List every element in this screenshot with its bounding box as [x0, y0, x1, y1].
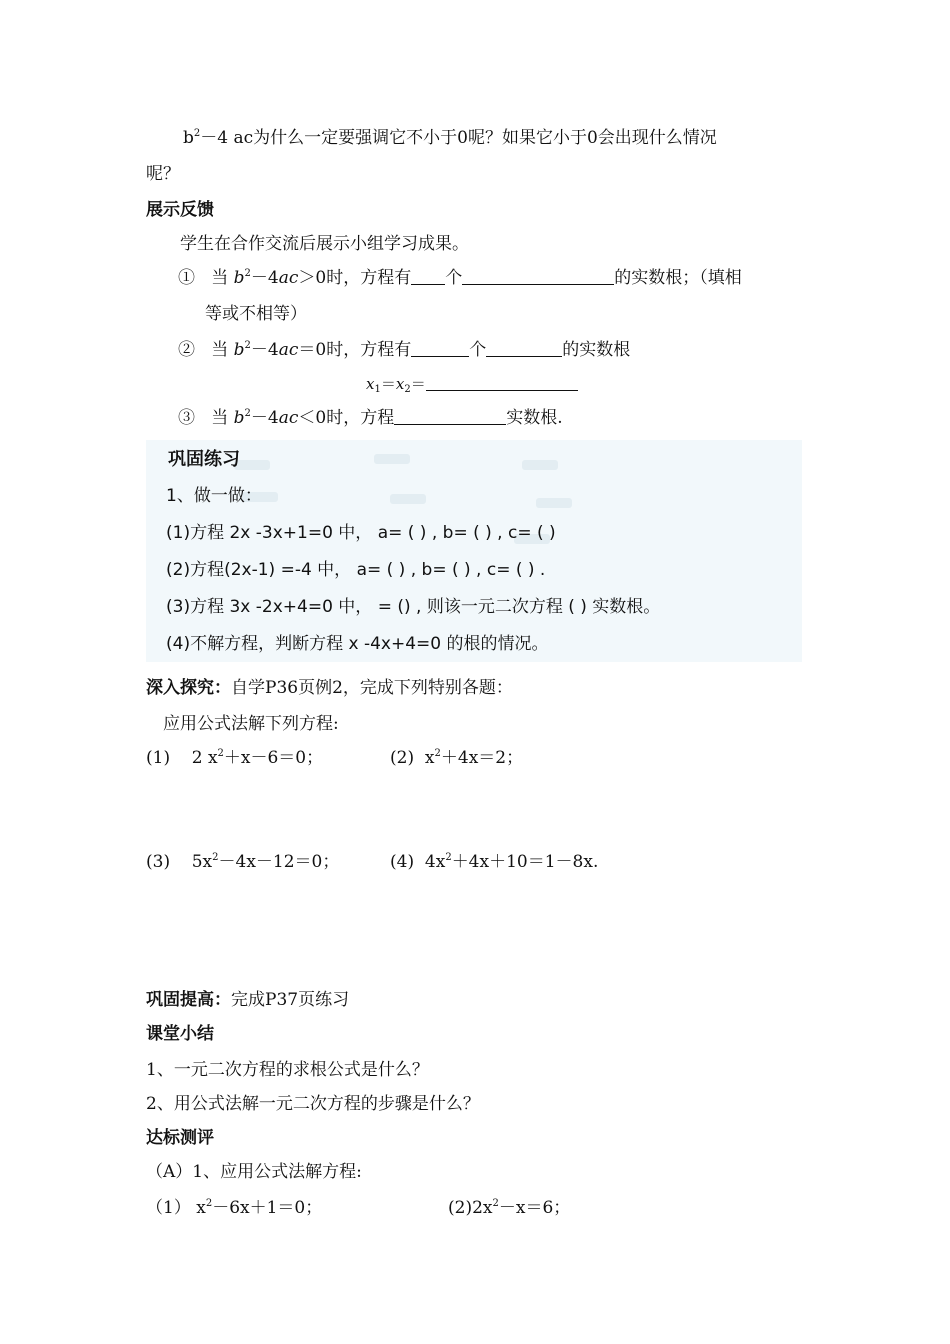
var-b: b: [233, 340, 245, 360]
sup-2: 2: [244, 268, 251, 279]
practice-sub: 1、做一做：: [166, 486, 262, 506]
improve-rest: 完成P37页练习: [231, 990, 350, 1010]
item-post: ＝0时，方程有: [298, 340, 412, 360]
problem-pre: 2x: [472, 1198, 493, 1218]
summary-q2: 2、用公式法解一元二次方程的步骤是什么？: [146, 1094, 480, 1114]
problem-number: (3): [146, 852, 171, 872]
assessment-problem-2: [448, 1196, 570, 1220]
var-ac: ac: [278, 340, 299, 360]
var-b: b: [233, 268, 245, 288]
equals: ＝: [380, 375, 396, 393]
feedback-item-3: [178, 406, 563, 430]
feedback-item-1: [178, 266, 742, 290]
sup-2: 2: [244, 340, 251, 351]
item-pre: 当: [211, 408, 234, 428]
problem-pre: 2 x: [191, 748, 218, 768]
item-pre: 当: [211, 340, 234, 360]
intro-text: －4 ac为什么一定要强调它不小于0呢？如果它小于0会出现什么情况: [200, 128, 717, 148]
watermark-mark: [390, 494, 426, 504]
var-ac: ac: [278, 268, 299, 288]
feedback-item-2: [178, 338, 630, 362]
equals: ＝: [410, 375, 426, 393]
practice-heading: 巩固练习: [168, 449, 240, 470]
item-end: 的实数根: [562, 340, 631, 360]
feedback-desc: 学生在合作交流后展示小组学习成果。: [180, 234, 469, 254]
item-end: 实数根.: [506, 408, 563, 428]
explore-problem-1: [146, 746, 323, 770]
problem-number: (1): [146, 748, 171, 768]
var-ac: ac: [278, 408, 299, 428]
feedback-heading: 展示反馈: [146, 200, 214, 220]
item-ge: 个: [445, 268, 463, 288]
sup-2: 2: [205, 1198, 213, 1209]
watermark-mark: [536, 498, 572, 508]
watermark-mark: [374, 454, 410, 464]
sup-2: 2: [212, 852, 219, 863]
answer-blank[interactable]: [426, 374, 578, 391]
intro-line-1: [183, 126, 717, 150]
problem-post: ＋4x＋10＝1－8x.: [451, 852, 599, 872]
problem-number: （1）: [146, 1198, 191, 1218]
practice-q4: (4)不解方程，判断方程 x -4x+4=0 的根的情况。: [166, 634, 549, 654]
answer-blank[interactable]: [411, 340, 469, 357]
problem-post: ＋x－6＝0；: [223, 748, 324, 768]
sub-2: 2: [404, 384, 411, 395]
var-x1: x: [366, 375, 375, 393]
var-b: b: [233, 408, 245, 428]
summary-q1: 1、一元二次方程的求根公式是什么？: [146, 1060, 429, 1080]
practice-q3: (3)方程 3x -2x+4=0 中， = () , 则该一元二次方程 ( ) 实数根。: [166, 597, 661, 617]
item-post: ＜0时，方程: [298, 408, 395, 428]
problem-pre: x: [424, 748, 435, 768]
practice-q2: (2)方程(2x-1) =-4 中， a= ( ) , b= ( ) , c= ( ) .: [166, 560, 546, 580]
improve-line: [146, 988, 349, 1012]
var-x2: x: [395, 375, 405, 393]
feedback-roots-line: [366, 372, 578, 396]
problem-post: －6x＋1＝0；: [212, 1198, 323, 1218]
explore-heading-rest: 自学P36页例2，完成下列特别各题：: [231, 678, 513, 698]
item-number: ①: [178, 268, 195, 288]
explore-problem-2: [390, 746, 523, 770]
problem-number: (2): [448, 1198, 473, 1218]
item-ge: 个: [469, 340, 487, 360]
problem-number: (2): [390, 748, 415, 768]
item-end: 的实数根；（填相: [614, 268, 742, 288]
problem-number: (4): [390, 852, 415, 872]
sub-1: 1: [374, 384, 381, 395]
item-number: ③: [178, 408, 195, 428]
sup-2: 2: [445, 852, 452, 863]
item-post: ＞0时，方程有: [298, 268, 412, 288]
item-mid: －4: [250, 408, 279, 428]
problem-pre: 4x: [424, 852, 446, 872]
explore-heading: 深入探究：: [146, 678, 231, 698]
sup-2: 2: [244, 408, 251, 419]
assessment-heading: 达标测评: [146, 1128, 214, 1148]
watermark-mark: [522, 460, 558, 470]
explore-problem-4: [390, 850, 598, 874]
improve-heading: 巩固提高：: [146, 990, 231, 1010]
item-pre: 当: [211, 268, 234, 288]
intro-b: b: [183, 128, 194, 148]
answer-blank[interactable]: [411, 268, 445, 285]
explore-problem-3: [146, 850, 339, 874]
sup-2: 2: [217, 748, 224, 759]
practice-image-box: [146, 440, 802, 662]
sup-2: 2: [434, 748, 441, 759]
explore-desc: 应用公式法解下列方程:: [163, 714, 339, 734]
summary-heading: 课堂小结: [146, 1024, 214, 1044]
intro-sup: 2: [193, 128, 201, 139]
problem-pre: 5x: [191, 852, 213, 872]
sup-2: 2: [492, 1198, 499, 1209]
feedback-item-1-cont: 等或不相等）: [205, 304, 307, 324]
assessment-a1: （A）1、应用公式法解方程:: [146, 1162, 362, 1182]
answer-blank[interactable]: [462, 268, 614, 285]
item-number: ②: [178, 340, 195, 360]
problem-post: －x＝6；: [498, 1198, 571, 1218]
problem-pre: x: [196, 1198, 206, 1218]
problem-post: ＋4x＝2；: [440, 748, 524, 768]
assessment-problem-1: [146, 1196, 322, 1220]
practice-q1: (1)方程 2x -3x+1=0 中， a= ( ) , b= ( ) , c= ( ): [166, 523, 556, 543]
item-mid: －4: [250, 340, 279, 360]
explore-line: [146, 676, 513, 700]
answer-blank[interactable]: [394, 408, 506, 425]
answer-blank[interactable]: [486, 340, 562, 357]
problem-post: －4x－12＝0；: [218, 852, 340, 872]
intro-line-2: 呢？: [146, 164, 180, 184]
item-mid: －4: [250, 268, 279, 288]
